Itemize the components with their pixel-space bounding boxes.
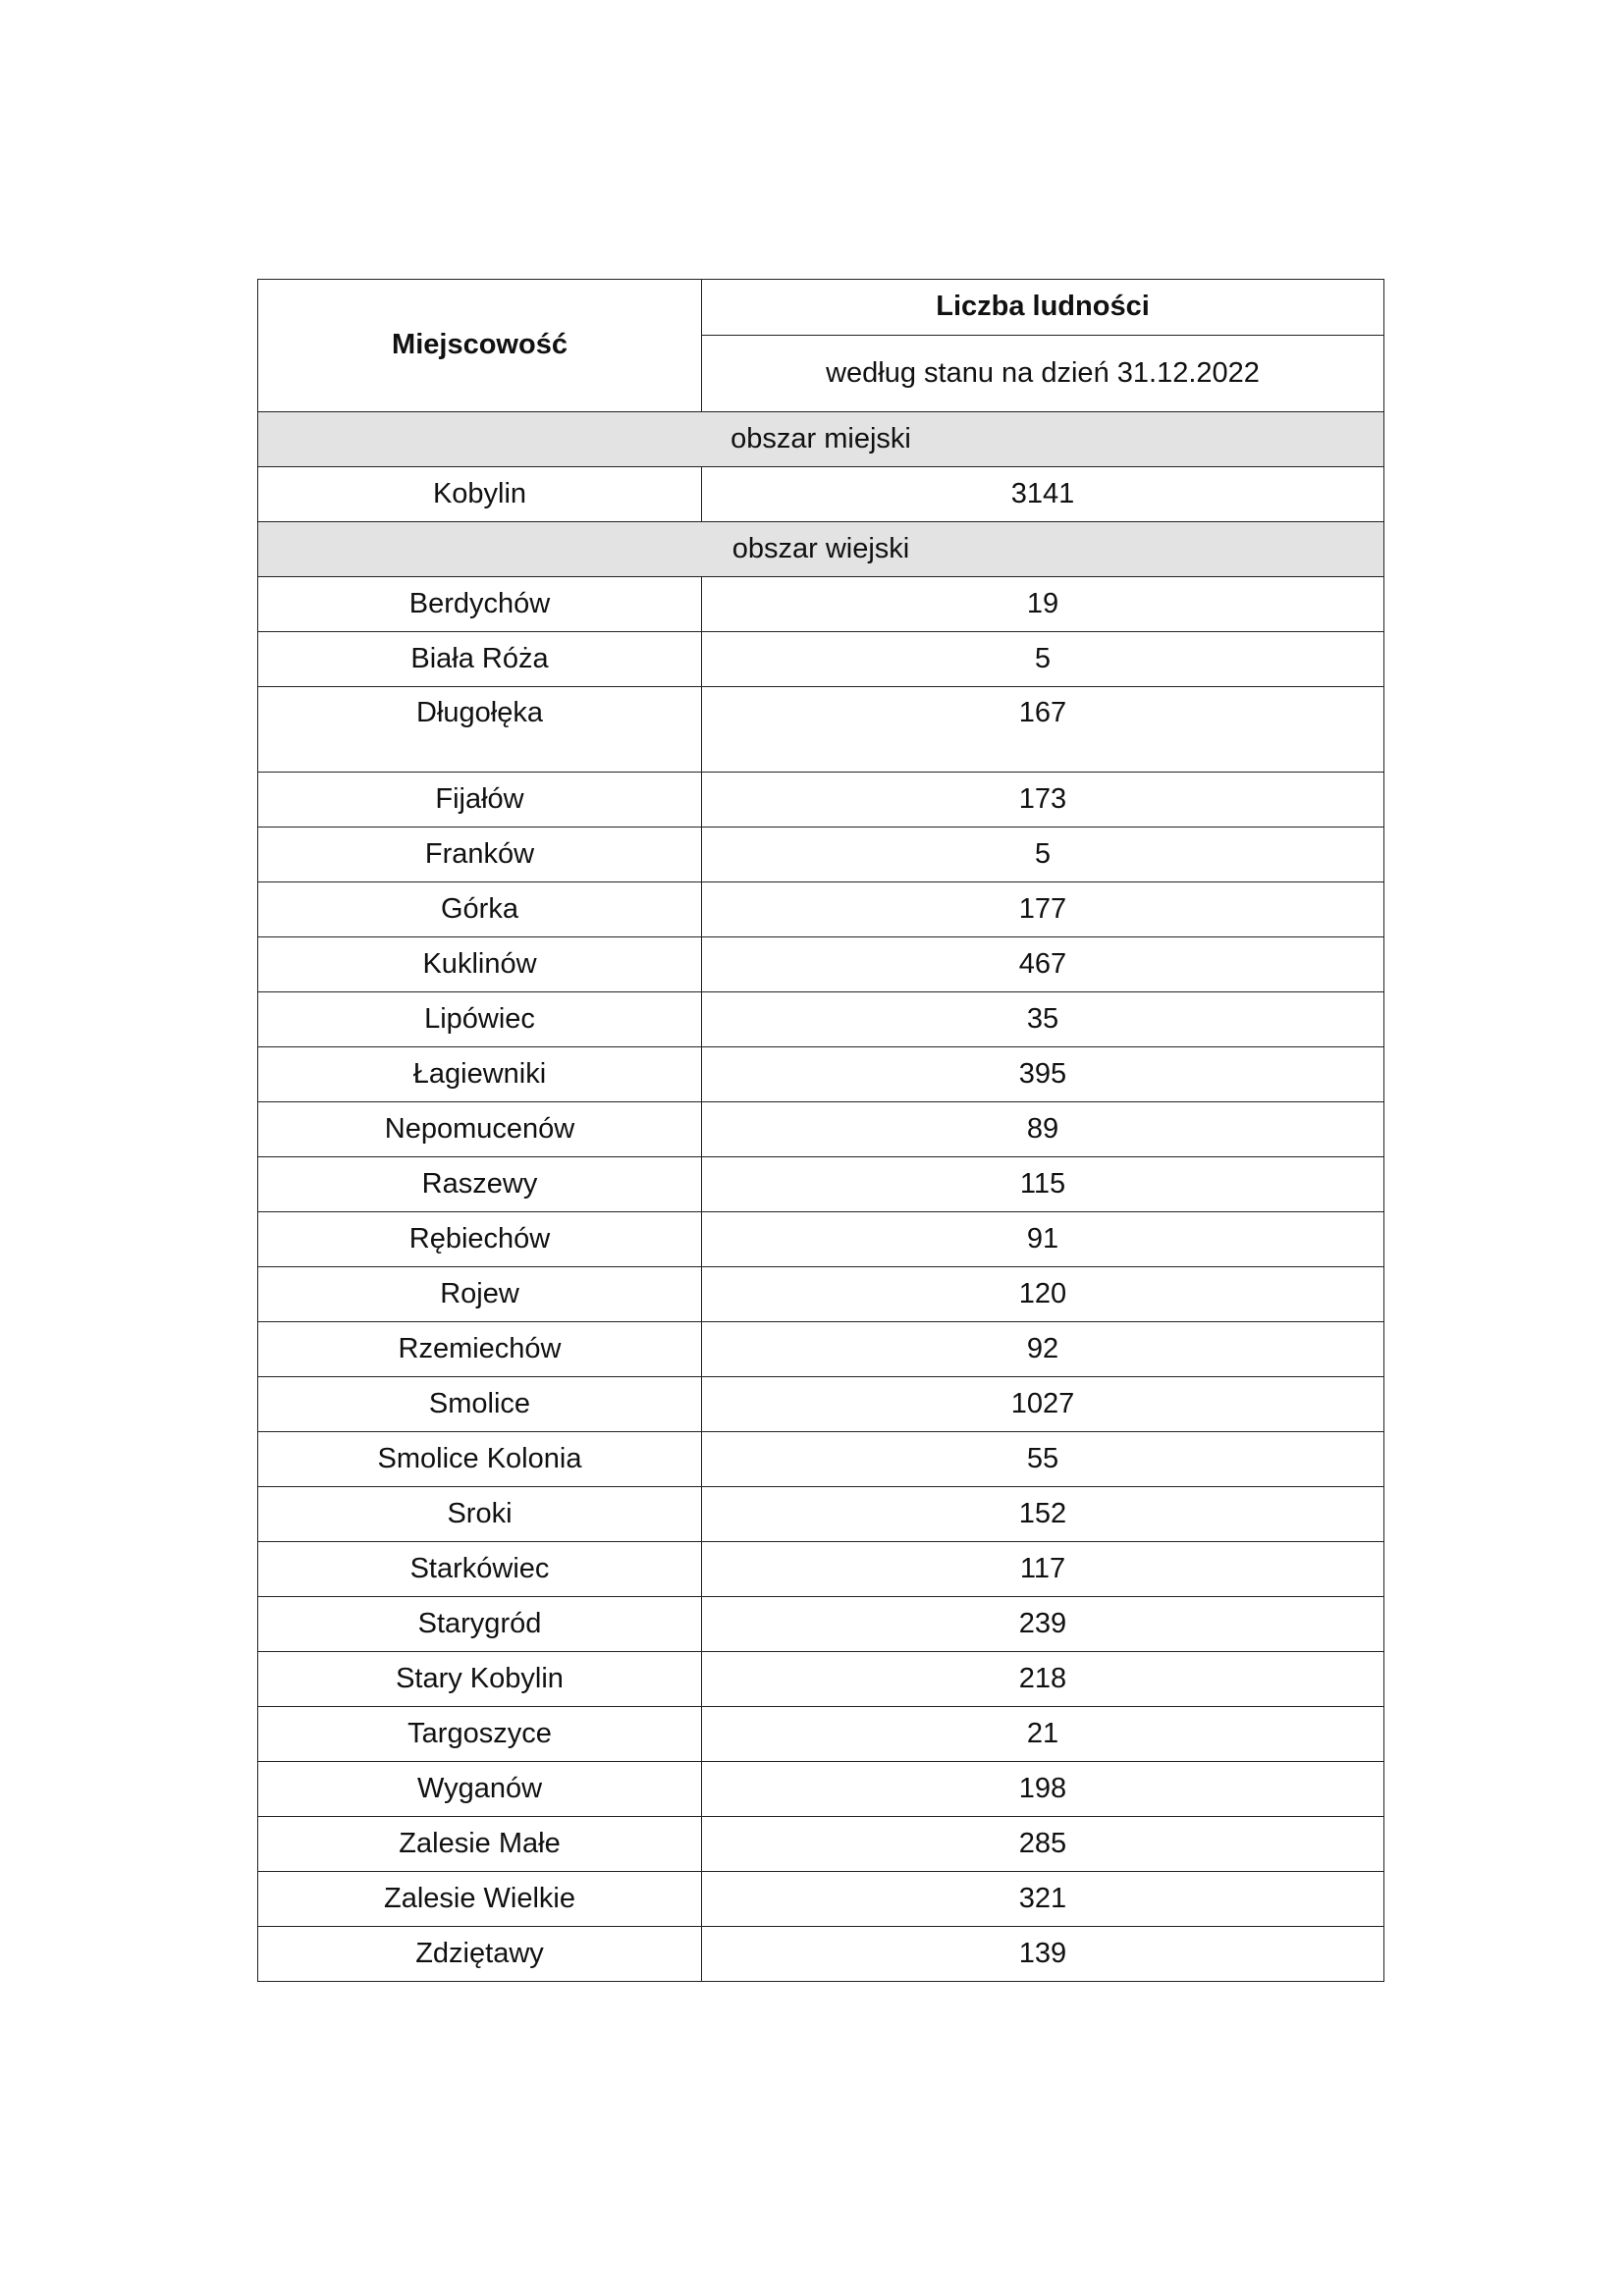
place-cell: Berdychów — [258, 577, 702, 632]
population-cell: 19 — [702, 577, 1384, 632]
place-cell: Wyganów — [258, 1762, 702, 1817]
header-population-title: Liczba ludności — [702, 280, 1384, 336]
table-row — [258, 937, 1384, 992]
table-row — [258, 1267, 1384, 1322]
table-row — [258, 992, 1384, 1047]
population-cell: 321 — [702, 1872, 1384, 1927]
population-cell: 152 — [702, 1487, 1384, 1542]
table-row — [258, 1652, 1384, 1707]
place-cell: Rębiechów — [258, 1212, 702, 1267]
population-table — [257, 279, 1384, 1982]
place-cell: Łagiewniki — [258, 1047, 702, 1102]
table-row — [258, 1432, 1384, 1487]
population-cell: 117 — [702, 1542, 1384, 1597]
place-cell: Franków — [258, 828, 702, 882]
population-cell: 92 — [702, 1322, 1384, 1377]
population-cell: 35 — [702, 992, 1384, 1047]
table-row — [258, 1047, 1384, 1102]
place-cell: Raszewy — [258, 1157, 702, 1212]
population-cell: 115 — [702, 1157, 1384, 1212]
population-cell: 239 — [702, 1597, 1384, 1652]
place-cell: Rojew — [258, 1267, 702, 1322]
section-label: obszar miejski — [258, 412, 1384, 467]
place-cell: Zalesie Wielkie — [258, 1872, 702, 1927]
place-cell: Sroki — [258, 1487, 702, 1542]
population-cell: 1027 — [702, 1377, 1384, 1432]
table-row — [258, 1212, 1384, 1267]
place-cell: Starygród — [258, 1597, 702, 1652]
table-row — [258, 632, 1384, 687]
place-cell: Biała Róża — [258, 632, 702, 687]
population-cell: 21 — [702, 1707, 1384, 1762]
table-row — [258, 1762, 1384, 1817]
population-cell: 177 — [702, 882, 1384, 937]
table-row — [258, 1102, 1384, 1157]
table-row — [258, 828, 1384, 882]
population-cell: 285 — [702, 1817, 1384, 1872]
table-row — [258, 1707, 1384, 1762]
table-row — [258, 467, 1384, 522]
place-cell: Rzemiechów — [258, 1322, 702, 1377]
place-cell: Kuklinów — [258, 937, 702, 992]
population-cell: 467 — [702, 937, 1384, 992]
table-row — [258, 1872, 1384, 1927]
header-place: Miejscowość — [258, 280, 702, 412]
place-cell: Lipówiec — [258, 992, 702, 1047]
table-row — [258, 1542, 1384, 1597]
population-cell: 173 — [702, 773, 1384, 828]
population-cell: 395 — [702, 1047, 1384, 1102]
table-body — [258, 412, 1384, 1982]
population-cell: 91 — [702, 1212, 1384, 1267]
place-cell: Stary Kobylin — [258, 1652, 702, 1707]
place-cell: Targoszyce — [258, 1707, 702, 1762]
population-cell: 139 — [702, 1927, 1384, 1982]
place-cell: Górka — [258, 882, 702, 937]
population-cell: 5 — [702, 828, 1384, 882]
place-cell: Zdziętawy — [258, 1927, 702, 1982]
table-row — [258, 773, 1384, 828]
table-row — [258, 1377, 1384, 1432]
table-row — [258, 1597, 1384, 1652]
population-cell: 198 — [702, 1762, 1384, 1817]
population-cell: 5 — [702, 632, 1384, 687]
place-cell: Smolice — [258, 1377, 702, 1432]
place-cell: Nepomucenów — [258, 1102, 702, 1157]
place-cell: Fijałów — [258, 773, 702, 828]
population-cell: 120 — [702, 1267, 1384, 1322]
table-row — [258, 1817, 1384, 1872]
population-cell: 167 — [702, 687, 1384, 773]
header-population-date: według stanu na dzień 31.12.2022 — [702, 336, 1384, 412]
place-cell: Zalesie Małe — [258, 1817, 702, 1872]
place-cell: Smolice Kolonia — [258, 1432, 702, 1487]
population-cell: 89 — [702, 1102, 1384, 1157]
table-row — [258, 1487, 1384, 1542]
section-row-urban — [258, 412, 1384, 467]
population-cell: 218 — [702, 1652, 1384, 1707]
population-cell: 3141 — [702, 467, 1384, 522]
section-row-rural — [258, 522, 1384, 577]
place-cell: Kobylin — [258, 467, 702, 522]
table-row — [258, 1322, 1384, 1377]
table-row — [258, 1927, 1384, 1982]
table-row — [258, 882, 1384, 937]
population-cell: 55 — [702, 1432, 1384, 1487]
table-row — [258, 687, 1384, 773]
place-cell: Długołęka — [258, 687, 702, 773]
place-cell: Starkówiec — [258, 1542, 702, 1597]
section-label: obszar wiejski — [258, 522, 1384, 577]
table-row — [258, 577, 1384, 632]
table-row — [258, 1157, 1384, 1212]
